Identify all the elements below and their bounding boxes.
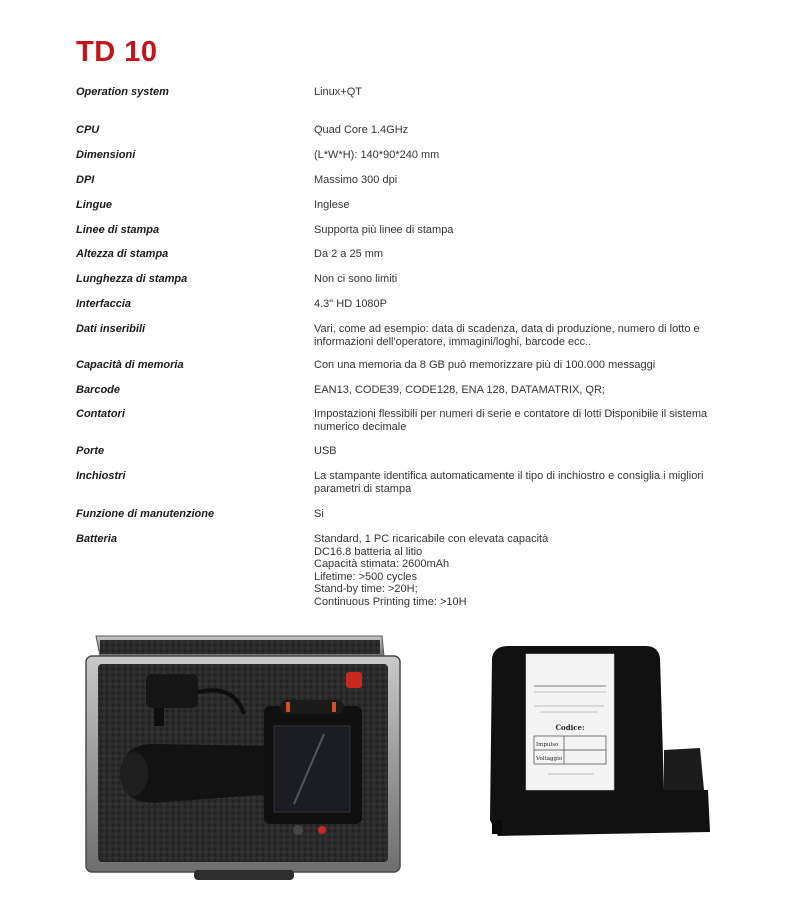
spec-label: Dimensioni	[76, 149, 136, 161]
spec-value: Standard, 1 PC ricaricabile con elevata capacità DC16.8 batteria al litio Capacità stimata: 2600mAh Lifetime: >500 cycles Stand-by time: >20H; Continuous Printing time: >10H	[314, 533, 549, 608]
document-title: TD 10	[76, 36, 158, 68]
cartridge-label-row: Impulso	[536, 742, 559, 748]
cartridge-label-heading: Codice:	[555, 723, 585, 732]
spec-value: Da 2 a 25 mm	[314, 248, 384, 260]
printer-case-photo	[84, 634, 402, 882]
spec-label: Operation system	[76, 86, 169, 98]
spec-value: EAN13, CODE39, CODE128, ENA 128, DATAMATRIX, QR;	[314, 384, 605, 396]
spec-label: Barcode	[76, 384, 121, 396]
spec-label: Dati inseribili	[76, 323, 146, 335]
spec-label: Linee di stampa	[76, 224, 160, 236]
spec-label: Funzione di manutenzione	[76, 508, 215, 520]
spec-value: Quad Core 1.4GHz	[314, 124, 409, 136]
spec-value: Supporta più linee di stampa	[314, 224, 454, 236]
spec-value: Si	[314, 508, 324, 520]
spec-value: Linux+QT	[314, 86, 362, 98]
spec-label: Altezza di stampa	[76, 248, 169, 260]
spec-label: Inchiostri	[76, 470, 126, 482]
spec-label: Contatori	[76, 408, 125, 420]
spec-value: Massimo 300 dpi	[314, 174, 398, 186]
cartridge-label-row: Voltaggio	[536, 756, 563, 762]
spec-label: Lingue	[76, 199, 113, 211]
spec-label: CPU	[76, 124, 100, 136]
spec-value: Con una memoria da 8 GB può memorizzare più di 100.000 messaggi	[314, 359, 656, 371]
spec-value: USB	[314, 445, 337, 457]
spec-label: Interfaccia	[76, 298, 132, 310]
spec-label: DPI	[76, 174, 95, 186]
ink-cartridge-photo	[478, 640, 714, 840]
spec-label: Batteria	[76, 533, 117, 545]
spec-value: Non ci sono limiti	[314, 273, 398, 285]
spec-value: Impostazioni flessibili per numeri di serie e contatore di lotti Disponibile il sistema numerico decimale	[314, 408, 708, 433]
spec-label: Capacità di memoria	[76, 359, 184, 371]
spec-value: (L*W*H): 140*90*240 mm	[314, 149, 440, 161]
spec-value: Vari, come ad esempio: data di scadenza, data di produzione, numero di lotto e informazioni dell'operatore, immagini/loghi, barcode ecc..	[314, 323, 700, 348]
spec-value: Inglese	[314, 199, 350, 211]
spec-value: 4.3" HD 1080P	[314, 298, 388, 310]
spec-label: Lunghezza di stampa	[76, 273, 188, 285]
spec-value: La stampante identifica automaticamente il tipo di inchiostro e consiglia i migliori parametri di stampa	[314, 470, 704, 495]
spec-label: Porte	[76, 445, 105, 457]
